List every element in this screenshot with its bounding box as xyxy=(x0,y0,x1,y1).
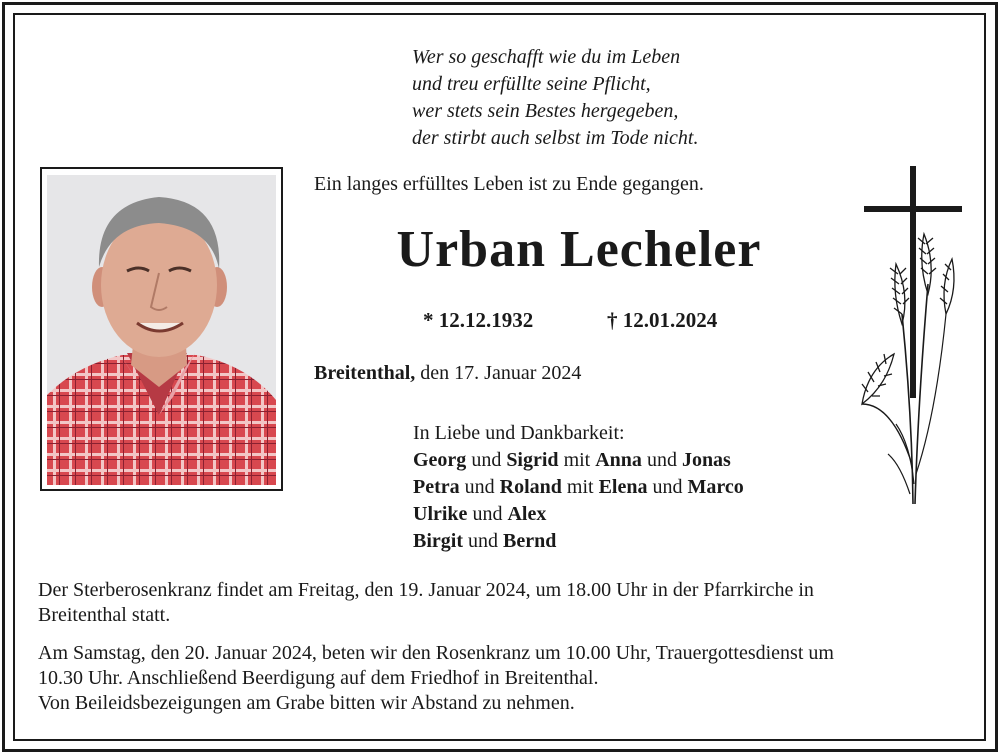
family-line xyxy=(413,528,744,555)
place-date-line xyxy=(314,362,581,385)
poem xyxy=(412,44,852,152)
place: Breitenthal, xyxy=(314,362,416,384)
family-line xyxy=(413,474,744,501)
cross-with-wheat-icon xyxy=(852,164,968,519)
notice-line: Am Samstag, den 20. Januar 2024, beten wir den Rosenkranz um 10.00 Uhr, Trauergottesdienst um xyxy=(38,642,834,664)
notice-line: Der Sterberosenkranz findet am Freitag, den 19. Januar 2024, um 18.00 Uhr in der Pfarrkirche in xyxy=(38,579,814,601)
family-connector: und xyxy=(463,530,503,552)
deceased-name: Urban Lecheler xyxy=(396,221,762,278)
family-connector: und xyxy=(647,476,688,498)
family-connector: mit xyxy=(558,449,596,471)
family-member-name: Roland xyxy=(499,476,562,498)
family-member-name: Bernd xyxy=(503,530,557,552)
family-connector: mit xyxy=(561,476,599,498)
family-member-name: Elena xyxy=(598,476,648,498)
rosary-notice xyxy=(38,578,968,628)
family-member-name: Ulrike xyxy=(413,503,468,525)
family-line xyxy=(413,501,744,528)
family-member-name: Anna xyxy=(595,449,642,471)
family-member-name: Sigrid xyxy=(506,449,559,471)
notice-line: 10.30 Uhr. Anschließend Beerdigung auf dem Friedhof in Breitenthal. xyxy=(38,667,599,689)
notice-line: Breitenthal statt. xyxy=(38,604,171,626)
family-member-name: Jonas xyxy=(681,449,731,471)
family-connector: und xyxy=(641,449,682,471)
family-member-name: Georg xyxy=(413,449,467,471)
funeral-notice xyxy=(38,641,968,716)
family-member-name: Alex xyxy=(507,503,547,525)
birth-date: * 12.12.1932 xyxy=(423,308,534,332)
poem-line: und treu erfüllte seine Pflicht, xyxy=(412,73,651,95)
death-date: † 12.01.2024 xyxy=(607,308,718,332)
poem-line: wer stets sein Bestes hergegeben, xyxy=(412,100,679,122)
family-connector: und xyxy=(459,476,500,498)
family-connector: und xyxy=(466,449,507,471)
intro-text: Ein langes erfülltes Leben ist zu Ende gegangen. xyxy=(314,173,704,195)
portrait-image xyxy=(47,175,276,485)
poem-line: Wer so geschafft wie du im Leben xyxy=(412,46,681,68)
family-line xyxy=(413,447,744,474)
family-heading: In Liebe und Dankbarkeit: xyxy=(413,422,625,444)
family-member-name: Birgit xyxy=(413,530,463,552)
family-member-name: Marco xyxy=(687,476,744,498)
family-member-name: Petra xyxy=(413,476,460,498)
family-signatures xyxy=(413,420,744,555)
date: den 17. Januar 2024 xyxy=(420,362,582,384)
poem-line: der stirbt auch selbst im Tode nicht. xyxy=(412,127,699,149)
portrait-photo xyxy=(40,167,283,491)
notice-line: Von Beileidsbezeigungen am Grabe bitten wir Abstand zu nehmen. xyxy=(38,692,575,714)
family-connector: und xyxy=(467,503,508,525)
